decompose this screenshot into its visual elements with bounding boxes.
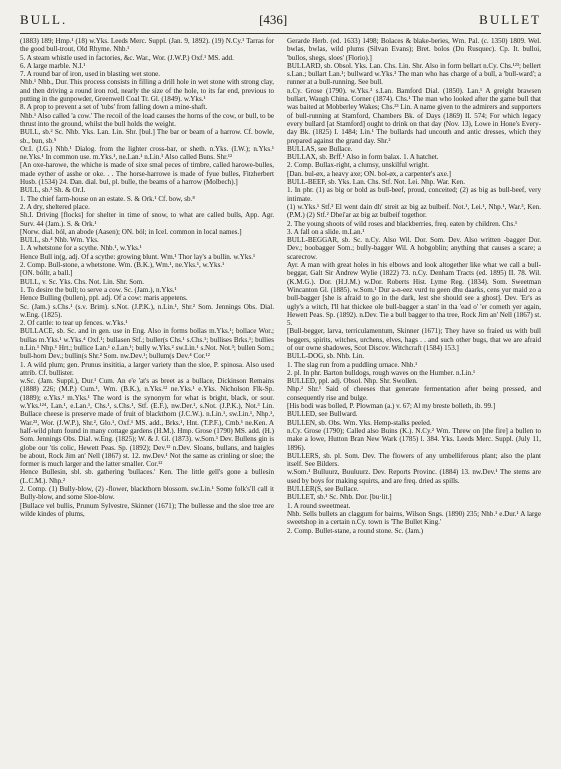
entry-paragraph: Nhb. Sells bullets an claggum for bairns, Wilson Sngs. (1890) 235; Nhb.¹ e.Dur.¹ A large sweetshop in a certain n.Cy. town is 'The Bullet King.' (287, 509, 541, 527)
entry-paragraph: BULL-BEGGAR, sb. Sc. n.Cy. Also Wil. Dor. Som. Dev. Also written -bagger Dor. Dev.; boobagger Som.; bully-bagger Wil. A hobgoblin; anything that causes a scare; a scarecrow. (287, 236, 541, 261)
entry-paragraph: w.Sc. (Jam. Suppl.), Dur.¹ Cum. An e'e 'at's as breet as a bullace, Dickinson Remains (1888) 226; (M.P.) Cum.¹, Wm. (B.K.), n.Yks.¹² ne.Yks.¹ e.Yks. Nicholson Flk-Sp. (1889); e.Yks.¹ m.Yks.¹ The word is the synonym for what is bright, black, or sour. w.Yks.¹²⁴, Lan.¹, e.Lan.¹, Chs.¹, s.Chs.¹, Stf. (E.F.), nw.Der.¹, s.Not. (J.P.K.), Not.³ Lin. Bullace cheese is preserve made of fruit of blackthorn (J.C.W.). n.Lin.¹, sw.Lin.¹, Nhp.¹, War.²³, Wor. (J.W.P.), Shr.², Glo.¹, Oxf.¹ MS. add., Brks.¹, Hnt. (T.P.F.), Cmb.¹ ne.Ken. A half-wild plum found in many cottage gardens (H.M.). Hmp. Grose (1790) MS. add. (H.) Som. Jennings Obs. Dial. w.Eng. (1825); W. & J. Gl. (1873). w.Som.¹ Dev. Bullens gin is globe our 'tis colic, Hewett Peas. Sp. (1892); Dev.¹² n.Dev. Sloans, bullans, and haigles be about, Rock Jim an' Nell (1867) st. 12. nw.Dev.¹ Not the same as crinling or sloe; the former is much larger and the latter smaller. Cor.¹² (20, 377, 274, 469)
entry-paragraph: 2. Comp. Bull-stone, a whetstone. Wm. (B.K.), Wm.¹, ne.Yks.¹, w.Yks.¹ (20, 261, 225, 270)
header-left-word: BULL. (20, 12, 68, 27)
running-header (20, 12, 541, 30)
entry-paragraph: Hence Bulling (bullen), ppl. adj. Of a cow: maris appetens. (20, 294, 188, 303)
entry-paragraph: 1. In phr. (1) as big or bold as bull-beef, proud, conceited; (2) as big as bull-beef, very intimate. (287, 186, 541, 203)
entry-paragraph: BULLAX, sb. Brff.¹ Also in form balax. 1. A hatchet. (287, 153, 439, 162)
entry-paragraph: 2. Of cattle: to tear up fences. w.Yks.¹ (20, 319, 128, 328)
entry-paragraph: BULLACE, sb. Sc. and in gen. use in Eng. Also in forms bollas m.Yks.¹; bollace Wor.; bullas m.Yks.¹ w.Yks.⁴ Oxf.¹; bullasen Stf.; buller(s Chs.¹ s.Chs.¹; bullises Brks.¹; bullies n.Lin.¹ Nhp.¹ Hrt.; bullice Lan.¹ e.Lan.¹; bully w.Yks.² sw.Lin.¹ s.Not. Not.³; bullen Som.; bull-horn Dev.; bullin(s Shr.² Som. nw.Dev.¹; bullum(s Dev.⁴ Cor.¹² (20, 327, 274, 361)
entry-paragraph: BULL-DOG, sb. Nhb. Lin. (287, 352, 365, 361)
entry-paragraph: [His bodi was bolled, P. Plowman (a.) v. 67; Al my breste bolleth, ib. 99.] (287, 402, 496, 411)
entry-paragraph: BULLET, sb.¹ Sc. Nhb. Dor. [bu·lit.] (287, 493, 392, 502)
entry-paragraph: 5. A steam whistle used in factories, &c. War., Wor. (J.W.P.) Oxf.¹ MS. add. (20, 53, 234, 62)
entry-paragraph: Nhb.¹ Also called 'a cow.' The recoil of the load causes the horns of the cow, or bull, to be thrust into the ground, whilst the bull holds the weight. (20, 111, 275, 128)
header-right-word: BULLET (479, 12, 541, 27)
entry-paragraph: BULLAS, see Bullace. (287, 144, 353, 153)
header-rule (20, 33, 541, 34)
entry-paragraph: BULLER(S, see Bullace. (287, 485, 359, 494)
entry-paragraph: (1883) 189; Hmp.¹ (18) w.Yks. Leeds Merc. Suppl. (Jan. 9, 1892). (19) N.Cy.¹ Tarras for the good bull-trout, Old Rhyme. Nhb.¹ (20, 37, 274, 54)
entry-paragraph: Hence Bull in(g, adj. Of a scythe: growing blunt. Wm.¹ Thor lay's a bullin. w.Yks.¹ (20, 252, 256, 261)
entry-paragraph: 1. A whetstone for a scythe. Nhb.¹, w.Yks.¹ (20, 244, 142, 253)
entry-paragraph: BULLERS, sb. pl. Som. Dev. The flowers of any umbelliferous plant; also the plant itself. See Bilders. (287, 451, 541, 469)
entry-paragraph: 2. A dry, sheltered place. (20, 202, 90, 211)
entry-paragraph: 2. Comp. (1) Bully-blow, (2) -flower, blackthorn blossom. sw.Lin.¹ Some folk's'll call it Bully-blow, and some Sloe-blow. (20, 485, 274, 502)
entry-paragraph: (1) w.Yks.¹ Stf.² El went dain dh' streit az big az bulbeif. Not.¹, Lei.¹, Nhp.¹, War.³, Ken. (P.M.) (2) Stf.² Dhei'ar az big az bulbeif togethor. (287, 202, 541, 220)
right-column (287, 37, 541, 535)
entry-paragraph: BULLEN, sb. Obs. Wm. Yks. Hemp-stalks peeled. (287, 418, 432, 427)
entry-paragraph: [Bull-begger, larva, terriculamentum, Skinner (1671); They have so fraied us with bull beggers, spirits, witches, urchens, elves, hags . . and such other bugs, that we are afraid of our owne shadowes, Scot Discov. Witchcraft (1584) 153.] (287, 327, 541, 352)
entry-paragraph: n.Cy. Grose (1790). w.Yks.³ s.Lan. Bamford Dial. (1850). Lan.¹ A greight brawsen bullart, Waugh China. Corner (1874). Chs.¹ The man who looked after the game bull that was baited at Mobberley Wakes; Chs.²³ Lin. A name given to the admirers and supporters of bull-running at Stamford, Chambers Bk. of Days (1869) II. 574; For which legacy every bullard [at Stamford] ought to drink on that day (Nov. 13), Lowe in Hone's Every-day Bk. (1825) I. 1484; Lin.¹ The bullards had uncouth and antic dresses, which they prepared against the grand day. Shr.² (287, 86, 541, 145)
entry-paragraph: 2. Comp. Bullax-right, a clumsy, unskilful wright. (287, 161, 429, 170)
entry-paragraph: Nhp.² Shr.¹ Said of cheeses that generate fermentation after being pressed, and consequently rise and bulge. (287, 385, 541, 402)
entry-paragraph: 1. A wild plum; gen. Prunus insititia, a larger variety than the sloe, P. spinosa. Also used attrib. Cf. bullister. (20, 360, 274, 377)
entry-paragraph: 1. The slag run from a puddling urnace. Nhb.¹ (287, 360, 418, 369)
entry-paragraph: w.Som.¹ Bulluurz, Buuluurz. Dev. Reports Provinc. (1884) 13. nw.Dev.¹ The stems are used by boys for making squirts, and are freq. dried as spills. (287, 468, 541, 485)
entry-paragraph: BULL, v. Sc. Yks. Chs. Not. Lin. Shr. Som. (20, 277, 145, 286)
entry-paragraph: Gerarde Herb. (ed. 1633) 1498; Bolaces & blake-beries, Wm. Pal. (c. 1350) 1809. Wel. bwlas, bwlas, wild plums (Silvan Evans); Bret. bolos (Du Rusquec). Cp. It. bulloi, 'bullos, shegs, sloes' (Florio).] (287, 37, 541, 62)
entry-paragraph: Sc. (Jam.) s.Chs.¹ (s.v. Brim). s.Not. (J.P.K.), n.Lin.¹, Shr.² Som. Jennings Obs. Dial. w.Eng. (1825). (20, 302, 274, 319)
entry-paragraph: n.Cy. Grose (1790); Called also Buins (K.). N.Cy.² Wm. Threw on [the fire] a bullen to make a lowe, Hutton Bran New Wark (1785) l. 384. Yks. Leeds Merc. Suppl. (July 11, 1896). (287, 426, 541, 452)
entry-paragraph: BULL, sb.² Sc. Nhb. Yks. Lan. Lin. Shr. [bul.] The bar or beam of a harrow. Cf. bowle, sb., bun, sb.⁵ (20, 128, 274, 145)
entry-paragraph: [An oxe-harowe, the whiche is made of sixe smal peces of timbre, called harowe-bulles, made eyther of asshe or oke. . . The horse-harrowe is made of fyue bulles, Fitzherbert Husb. (1534) 24. Dan. dial. bul, pl. bulle, the beams of a harrow (Molbech).] (20, 161, 274, 187)
page-number: [436] (259, 12, 288, 27)
entry-paragraph: [Bullace vel bullis, Prunum Sylvestre, Skinner (1671); The bullesse and the sloe tree are wilde kindes of plums, (20, 501, 274, 518)
entry-paragraph: BULLARD, sb. Obsol. Yks. Lan. Chs. Lin. Shr. Also in form bellart n.Cy. Chs.¹²³; bellert s.Lan.; bullart Lan.¹; bullward w.Yks.³ The man who has charge of a bull, a 'bull-ward'; a runner at a bull-running. See bull. (287, 61, 541, 87)
entry-paragraph: [Norw. dial. ból, an abode (Aasen); ON. ból; in Icel. common in local names.] (20, 227, 242, 236)
entry-paragraph: 1. The chief farm-house on an estate. S. & Ork.¹ Cf. bow, sb.⁸ (20, 194, 195, 203)
entry-paragraph: 2. Comp. Bullet-stane, a round stone. Sc. (Jam.) (287, 526, 424, 535)
entry-paragraph: Or.I. (J.G.) Nhb.¹ Dialog. from the lighter cross-bar, or sheth. n.Yks. (I.W.); n.Yks.¹ ne.Yks.¹ In common use. m.Yks.¹, ne.Lan.¹ n.Lin.¹ Also called Buns. Shr.¹² (20, 144, 274, 162)
entry-paragraph: BULL-BEEF, sb. Yks. Lan. Chs. Stf. Not. Lei. Nhp. War. Ken. (287, 178, 465, 187)
entry-paragraph: 7. A round bar of iron, used in blasting wet stone. (20, 70, 161, 79)
entry-paragraph: 8. A prop to prevent a set of 'tubs' from falling down a mine-shaft. (20, 103, 208, 112)
entry-paragraph: 3. A fall on a slide. m.Lan.¹ (287, 227, 365, 236)
entry-paragraph: BULLED, ppl. adj. Obsol. Nhp. Shr. Swollen. (287, 377, 418, 386)
entry-paragraph: Hence Bullesin, sbl. sb. gathering 'bullaces.' Ken. The little gell's gone a bullesin (L.C.M.). Nhp.² (20, 468, 274, 485)
entry-paragraph: 2. The young shoots of wild roses and blackberries, freq. eaten by children. Chs.¹ (287, 219, 518, 228)
entry-paragraph: Ayr. A man with great holes in his elbows and look altogether like what we call a bull-beggar, Galt Sir Andrew Wylie (1822) 73. n.Cy. Denham Tracts (ed. 1895) II. 78. Wil. (K.M.G.). Dor. (H.J.M.) w.Dor. Roberts Hist. Lyme Reg. (1834). Som. Sweetman Wincanton Gl. (1885). w.Som.¹ Dur a-n-eez vurd tu geen dhu daarks, cens yur maid zo a bull-bagger [she is afraid to go in the dark, lest she should see a ghost]. Dev. 'Er's as ugly's a witch, I'll hat thickee ole bull-bagger a stan' in tha 'ead o' 'er cometh yer again, Hewett Peas. Sp. (1892). n.Dev. Tie a bull bagger to tha tree, Rock Jim an' Nell (1867) st. 5. (287, 261, 541, 328)
entry-paragraph: 2. pl. In phr. Barton bulldogs, rough waves on the Humber. n.Lin.¹ (287, 368, 476, 377)
entry-paragraph: BULLED, see Bullward. (287, 410, 358, 419)
entry-paragraph: Nhb.¹ Nhb., Dur. This process consists in filling a drill hole in wet stone with strong clay, and then driving a round iron rod, nearly the size of the hole, to its far end, previous to putting in the gunpowder, Greenwell Coal Tr. Gl. (1849). w.Yks.¹ (20, 78, 274, 104)
entry-paragraph: 6. A large marble. N.I.¹ (20, 61, 86, 70)
entry-paragraph: Sh.I. Driving [flocks] for shelter in time of snow, to what are called bulls, App. Agr. Surv. 44 (Jam.). S. & Ork.¹ (20, 211, 274, 228)
entry-paragraph: [ON. bóllr, a ball.] (20, 269, 73, 278)
entry-paragraph: 1. To desire the bull; to serve a cow. Sc. (Jam.), n.Yks.¹ (20, 285, 177, 294)
entry-paragraph: [Dan. bul-øx, a heavy axe; ON. bol-øx, a carpenter's axe.] (287, 169, 451, 178)
entry-paragraph: BULL, sb.³ Sh. & Or.I. (20, 186, 86, 195)
left-column (20, 37, 274, 518)
entry-paragraph: 1. A round sweetmeat. (287, 501, 351, 510)
entry-paragraph: BULL, sb.⁴ Nhb. Wm. Yks. (20, 236, 99, 245)
